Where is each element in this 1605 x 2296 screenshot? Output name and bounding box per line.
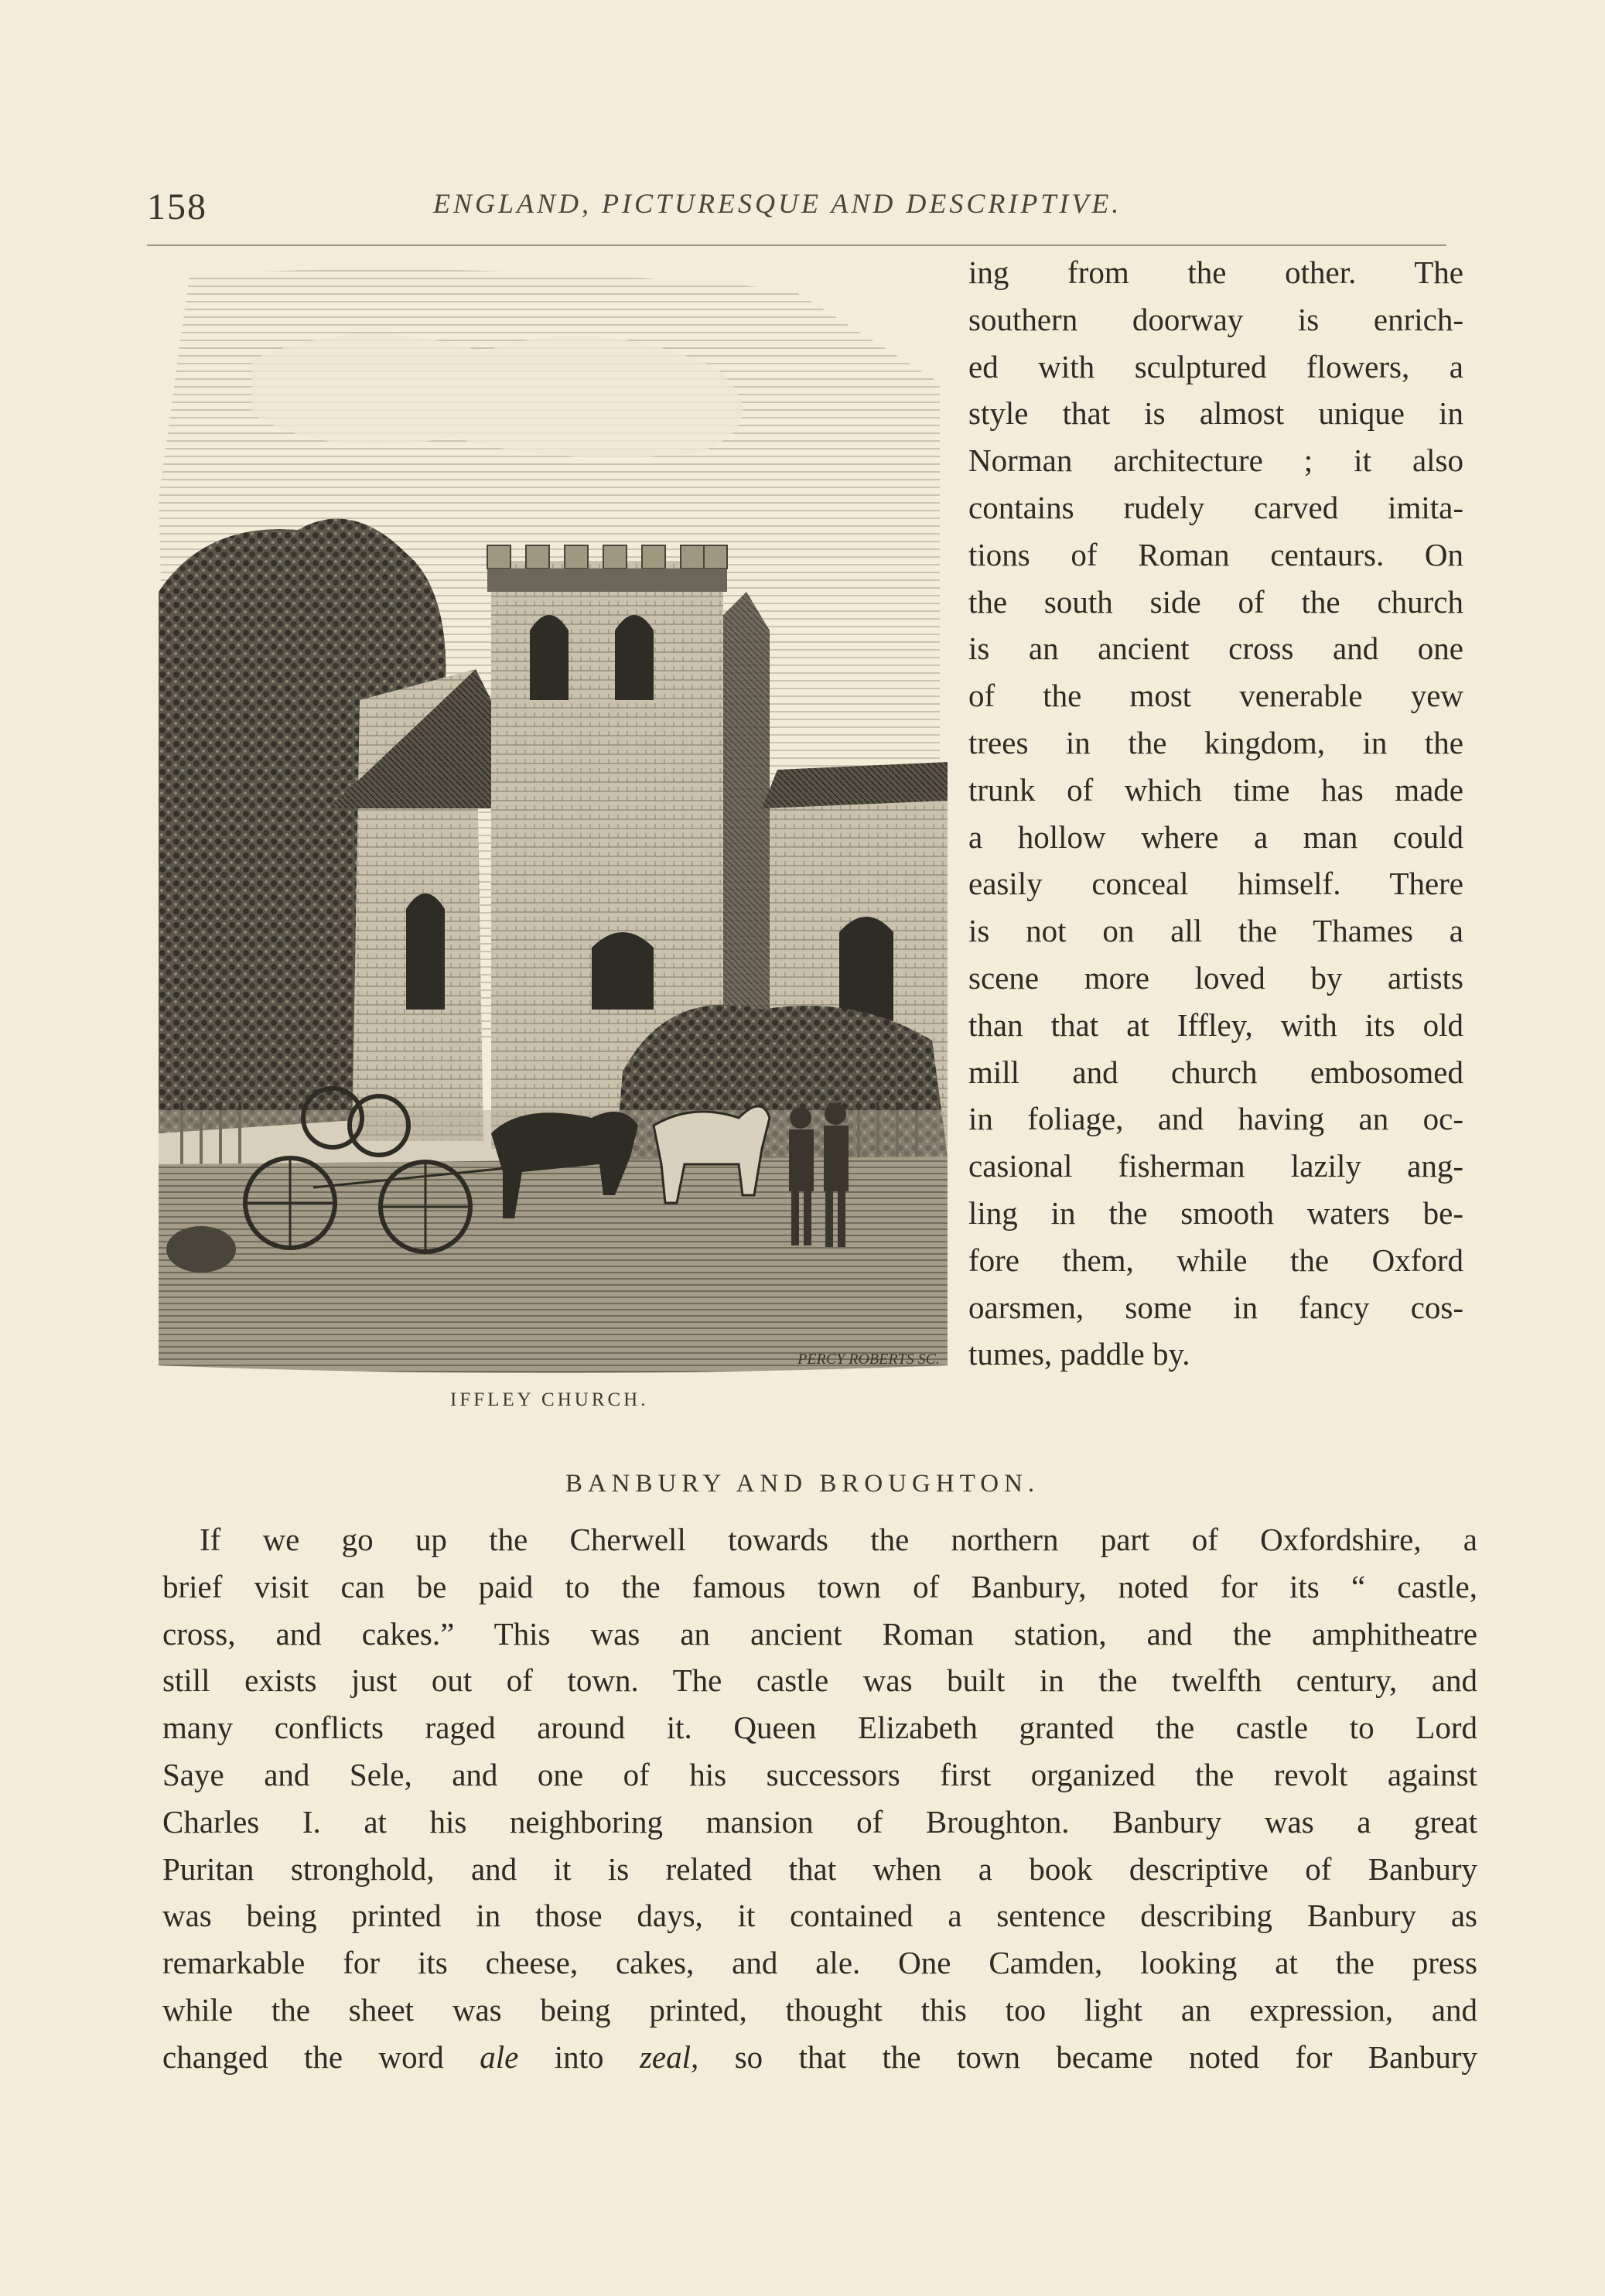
page-number: 158 <box>147 186 207 227</box>
body-paragraph <box>162 1516 1477 2081</box>
text-line: scene more loved by artists <box>968 959 1463 996</box>
text-line: of the most venerable yew <box>968 678 1463 714</box>
text-line: mill and church embosomed <box>968 1054 1463 1090</box>
engraver-signature: PERCY ROBERTS SC. <box>797 1351 940 1368</box>
text-line: tumes, paddle by. <box>968 1336 1190 1372</box>
text-line: southern doorway is enrich- <box>968 301 1463 337</box>
text-line: If we go up the Cherwell towards the northern part of Oxfordshire, a <box>200 1522 1477 1557</box>
text-line: in foliage, and having an oc- <box>968 1101 1463 1137</box>
header-rule <box>147 244 1446 246</box>
iffley-church-engraving <box>159 267 948 1381</box>
text-line: still exists just out of town. The castle was built in the twelfth century, and <box>162 1662 1477 1699</box>
text-line: oarsmen, some in fancy cos- <box>968 1289 1463 1325</box>
text-line: Charles I. at his neighboring mansion of Broughton. Banbury was a great <box>162 1803 1477 1840</box>
text-run: changed the word <box>162 2038 480 2075</box>
section-heading: BANBURY AND BROUGHTON. <box>565 1470 1040 1498</box>
text-line: was being printed in those days, it contained a sentence describing Banbury as <box>162 1898 1477 1934</box>
text-line: remarkable for its cheese, cakes, and ale. One Camden, looking at the press <box>162 1945 1477 1981</box>
text-line: fore them, while the Oxford <box>968 1242 1463 1278</box>
text-line: is not on all the Thames a <box>968 913 1463 949</box>
engraving-svg <box>159 267 948 1381</box>
text-line: than that at Iffley, with its old <box>968 1006 1463 1043</box>
italic-word-zeal: zeal, <box>639 2038 699 2075</box>
text-line: Norman architecture ; it also <box>968 442 1463 479</box>
text-line: ling in the smooth waters be- <box>968 1194 1463 1231</box>
text-line: many conflicts raged around it. Queen Elizabeth granted the castle to Lord <box>162 1710 1477 1746</box>
text-run: into <box>518 2038 640 2075</box>
text-line: while the sheet was being printed, thought this too light an expression, and <box>162 1991 1477 2028</box>
text-line: tions of Roman centaurs. On <box>968 536 1463 572</box>
text-line: brief visit can be paid to the famous town of Banbury, noted for its “ castle, <box>162 1568 1477 1604</box>
text-line: a hollow where a man could <box>968 818 1463 855</box>
text-line: easily conceal himself. There <box>968 866 1463 902</box>
text-line: ed with sculptured flowers, a <box>968 348 1463 384</box>
text-line: is an ancient cross and one <box>968 630 1463 667</box>
text-line: Saye and Sele, and one of his successors first organized the revolt against <box>162 1756 1477 1792</box>
running-title: ENGLAND, PICTURESQUE AND DESCRIPTIVE. <box>433 188 1122 219</box>
text-line: trunk of which time has made <box>968 771 1463 808</box>
text-line: trees in the kingdom, in the <box>968 724 1463 760</box>
text-line: contains rudely carved imita- <box>968 489 1463 525</box>
column-text <box>968 249 1463 1378</box>
text-line-last <box>162 2034 1477 2081</box>
text-line: cross, and cakes.” This was an ancient Roman station, and the amphitheatre <box>162 1615 1477 1652</box>
text-run: so that the town became noted for Banbury <box>698 2038 1477 2075</box>
italic-word-ale: ale <box>480 2038 519 2075</box>
text-line: Puritan stronghold, and it is related that when a book descriptive of Banbury <box>162 1850 1477 1887</box>
text-line: the south side of the church <box>968 583 1463 620</box>
figure-caption: IFFLEY CHURCH. <box>450 1389 649 1410</box>
text-line: casional fisherman lazily ang- <box>968 1148 1463 1184</box>
text-line: style that is almost unique in <box>968 395 1463 432</box>
text-line: ing from the other. The <box>968 255 1463 290</box>
